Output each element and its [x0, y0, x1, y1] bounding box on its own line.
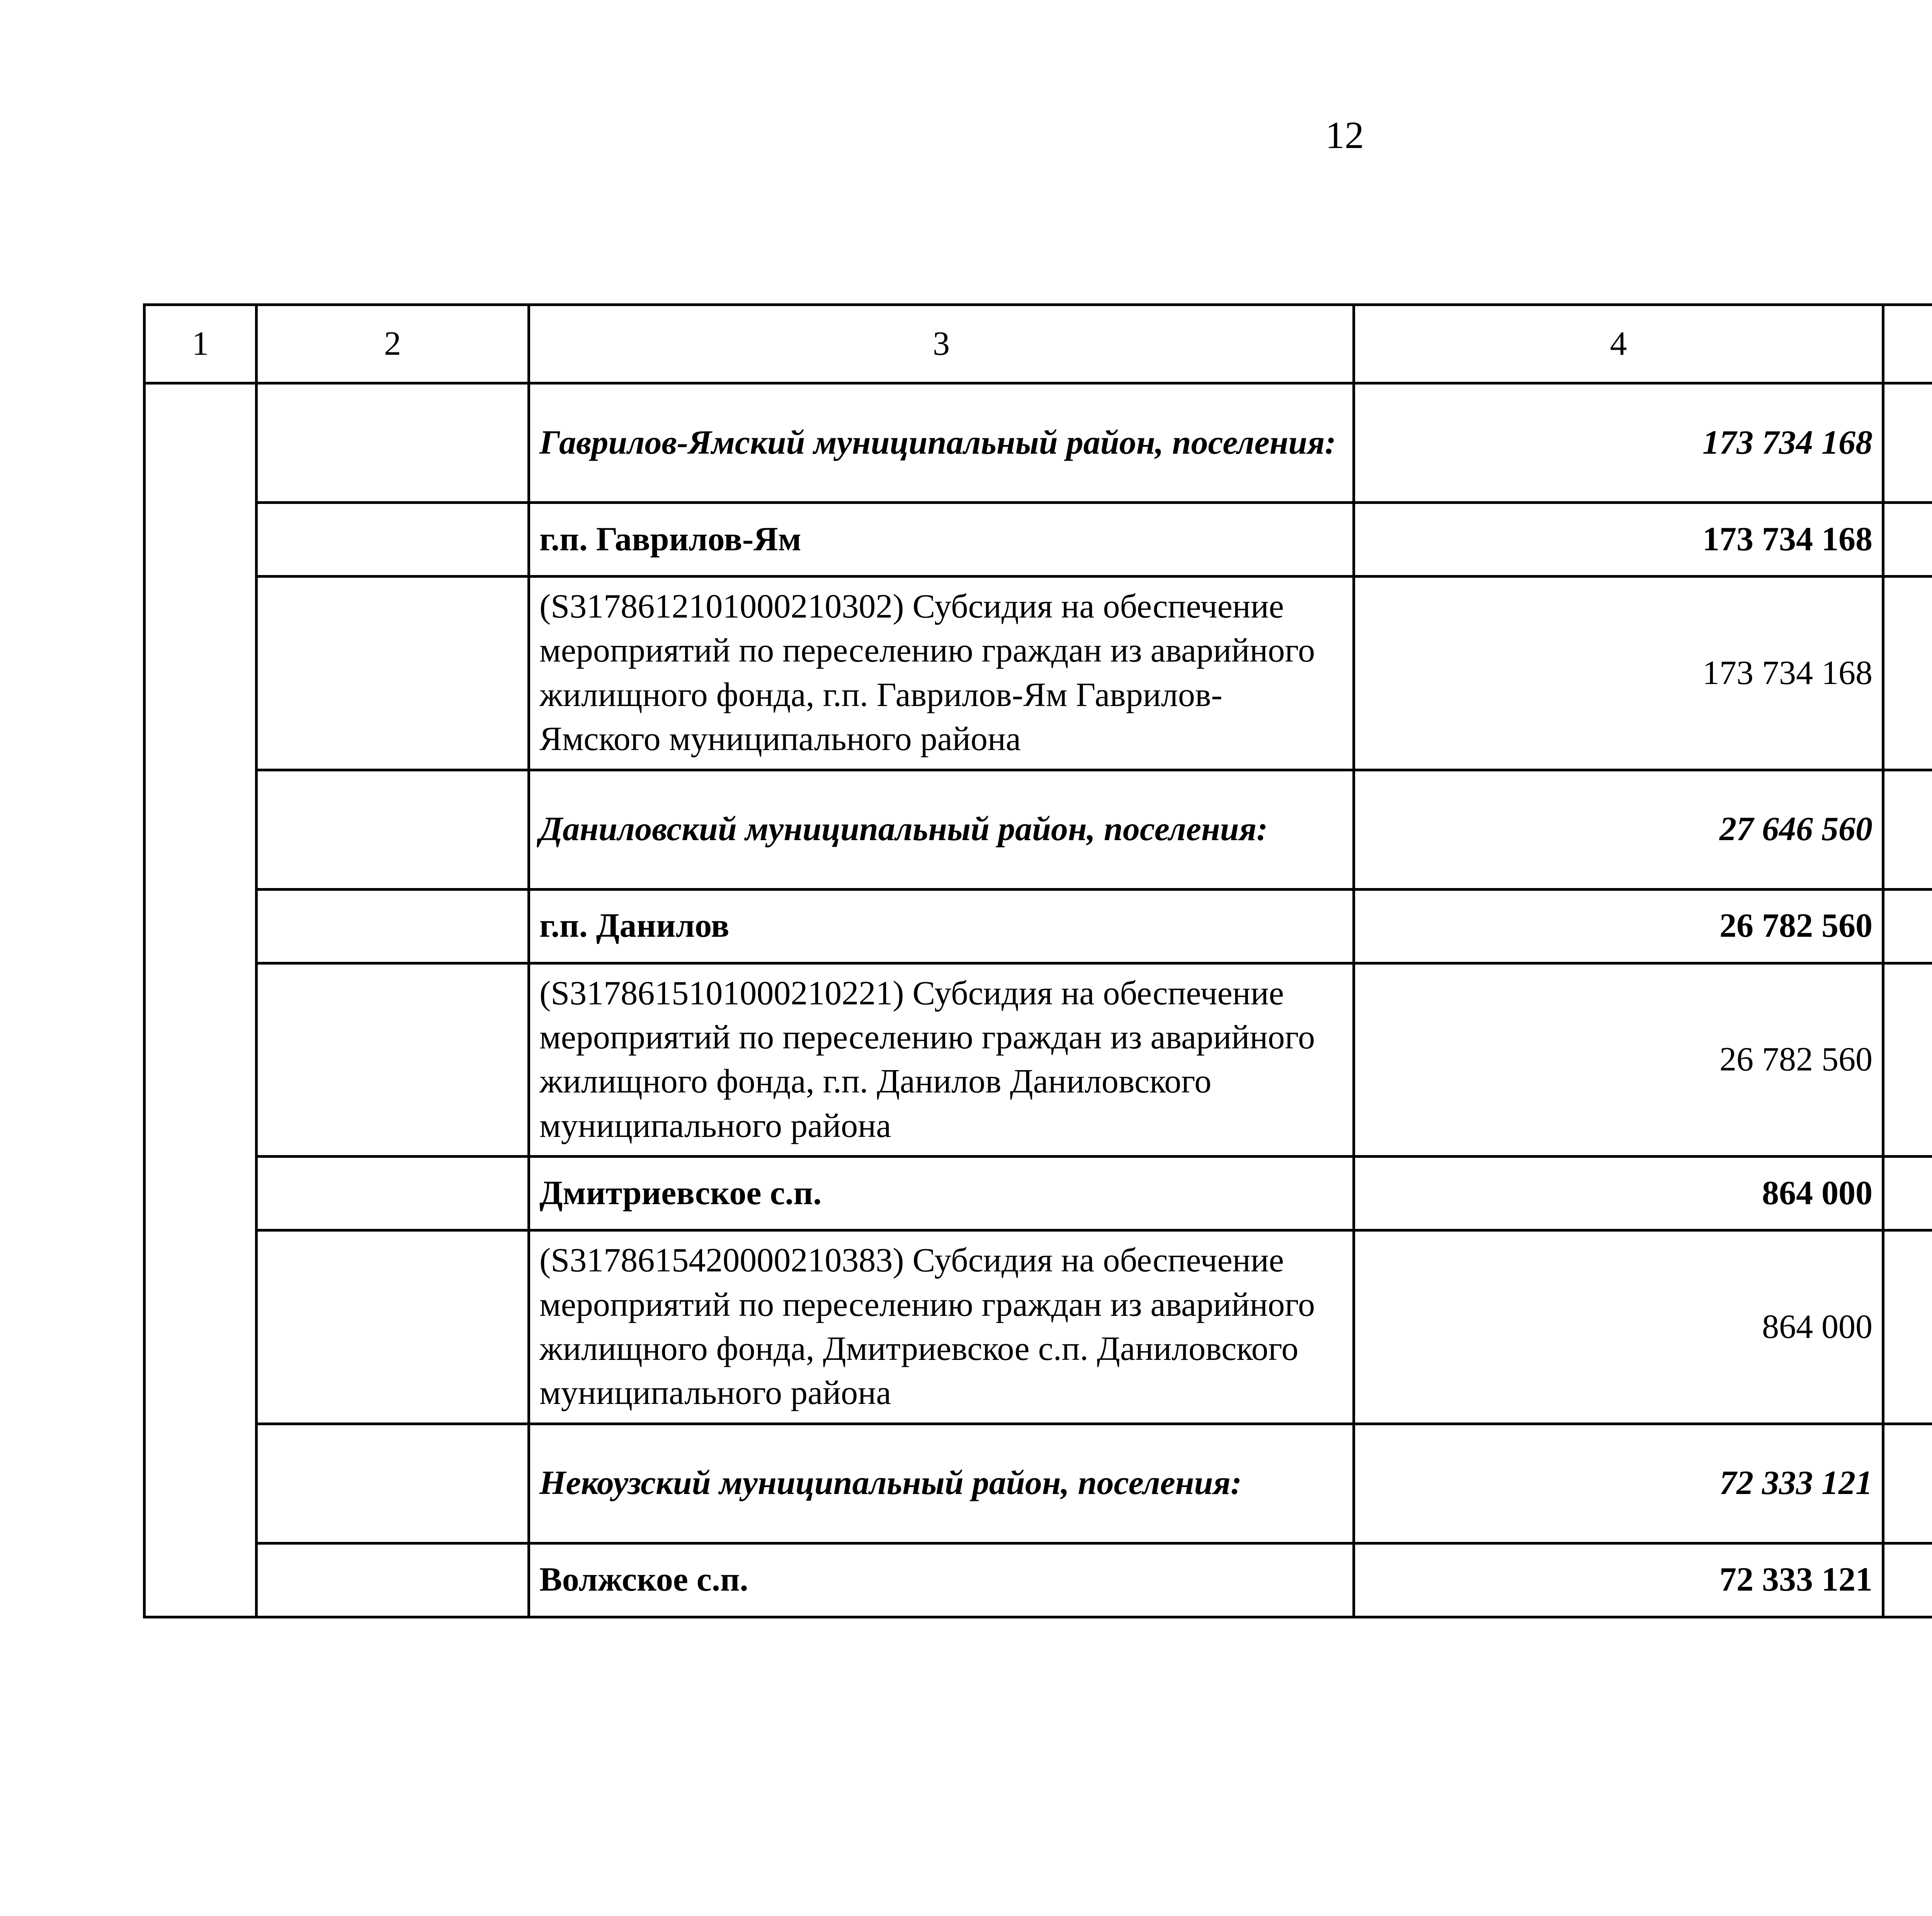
row-name: Некоузский муниципальный район, поселения: — [529, 1424, 1354, 1543]
table-row — [145, 1543, 1932, 1617]
row-name: (S3178615101000210221) Субсидия на обеспечение мероприятий по переселению граждан из аварийного жилищного фонда, г.п. Данилов Даниловского муниципального района — [529, 963, 1354, 1157]
header-col-4: 4 — [1354, 305, 1883, 383]
row-name: Даниловский муниципальный район, поселения: — [529, 770, 1354, 889]
column-2-cell — [257, 503, 529, 577]
column-2-cell — [257, 1424, 529, 1543]
column-2-cell — [257, 1230, 529, 1424]
row-col-5 — [1883, 503, 1932, 577]
row-col-5 — [1883, 1230, 1932, 1424]
row-col-5 — [1883, 770, 1932, 889]
row-col-4: 72 333 121 — [1354, 1543, 1883, 1617]
column-2-cell — [257, 770, 529, 889]
row-name: г.п. Данилов — [529, 889, 1354, 963]
row-name: Дмитриевское с.п. — [529, 1157, 1354, 1230]
table-row — [145, 383, 1932, 503]
row-name: г.п. Гаврилов-Ям — [529, 503, 1354, 577]
row-col-4: 864 000 — [1354, 1157, 1883, 1230]
row-col-5 — [1883, 383, 1932, 503]
column-2-cell — [257, 1157, 529, 1230]
column-2-cell — [257, 1543, 529, 1617]
table-row — [145, 1424, 1932, 1543]
row-col-4: 173 734 168 — [1354, 503, 1883, 577]
row-col-4: 27 646 560 — [1354, 770, 1883, 889]
row-col-5 — [1883, 1157, 1932, 1230]
row-col-5 — [1883, 963, 1932, 1157]
column-2-cell — [257, 963, 529, 1157]
table-row — [145, 1230, 1932, 1424]
row-name: Волжское с.п. — [529, 1543, 1354, 1617]
row-name: (S3178612101000210302) Субсидия на обеспечение мероприятий по переселению граждан из аварийного жилищного фонда, г.п. Гаврилов-Ям Гаврилов-Ямского муниципального района — [529, 577, 1354, 770]
row-col-4: 72 333 121 — [1354, 1424, 1883, 1543]
row-col-4: 26 782 560 — [1354, 889, 1883, 963]
row-col-5 — [1883, 1424, 1932, 1543]
column-2-cell — [257, 577, 529, 770]
header-col-2: 2 — [257, 305, 529, 383]
table-row — [145, 503, 1932, 577]
column-2-cell — [257, 383, 529, 503]
table-row — [145, 770, 1932, 889]
row-col-4: 173 734 168 — [1354, 577, 1883, 770]
row-col-5 — [1883, 1543, 1932, 1617]
column-1-cell — [145, 383, 257, 1617]
table-row — [145, 1157, 1932, 1230]
table-header-row — [145, 305, 1932, 383]
row-col-4: 26 782 560 — [1354, 963, 1883, 1157]
table-row — [145, 889, 1932, 963]
page-number: 12 — [1325, 114, 1364, 157]
table-row — [145, 577, 1932, 770]
header-col-5 — [1883, 305, 1932, 383]
table-row — [145, 963, 1932, 1157]
row-col-4: 173 734 168 — [1354, 383, 1883, 503]
column-2-cell — [257, 889, 529, 963]
row-col-4: 864 000 — [1354, 1230, 1883, 1424]
row-col-5 — [1883, 889, 1932, 963]
row-col-5 — [1883, 577, 1932, 770]
header-col-1: 1 — [145, 305, 257, 383]
row-name: Гаврилов-Ямский муниципальный район, поселения: — [529, 383, 1354, 503]
row-name: (S3178615420000210383) Субсидия на обеспечение мероприятий по переселению граждан из аварийного жилищного фонда, Дмитриевское с.п. Даниловского муниципального района — [529, 1230, 1354, 1424]
budget-table — [143, 303, 1932, 1618]
header-col-3: 3 — [529, 305, 1354, 383]
